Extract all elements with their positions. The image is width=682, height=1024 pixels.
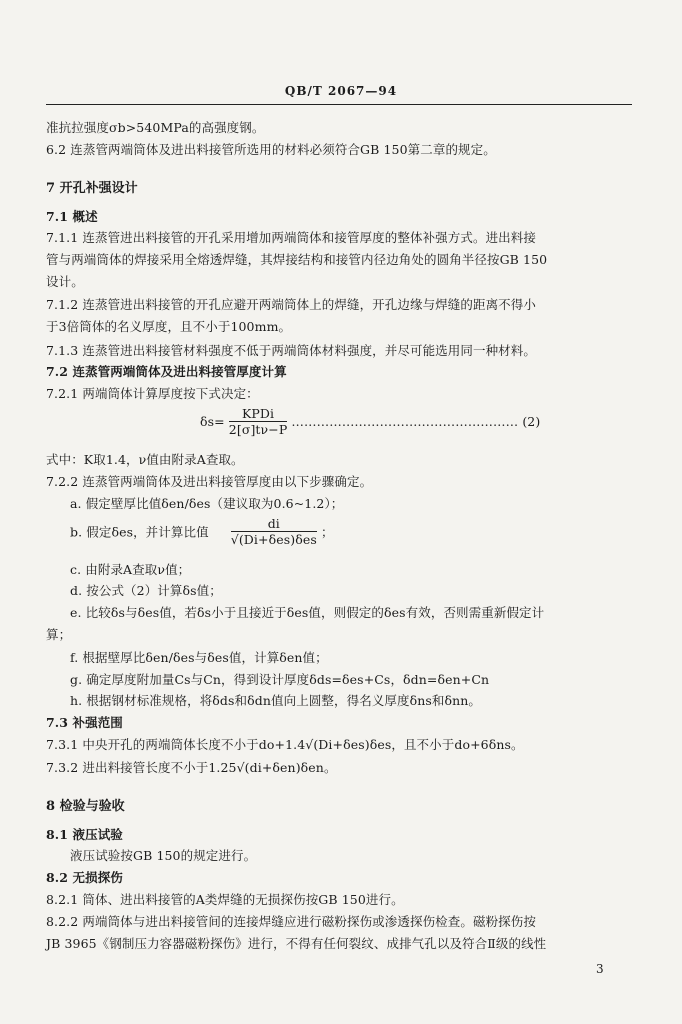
- step-b: [70, 516, 334, 547]
- step-a: a. 假定壁厚比值δen/δes（建议取为0.6~1.2）；: [70, 496, 344, 511]
- clause-7-3-heading: 7.3 补强范围: [46, 715, 123, 730]
- step-e: e. 比较δs与δes值，若δs小于且接近于δes值，则假定的δes有效，否则需重新假定计: [70, 605, 545, 620]
- clause-6-2: 6.2 连蒸管两端筒体及进出料接管所选用的材料必须符合GB 150第二章的规定。: [46, 142, 496, 157]
- text-line: 设计。: [46, 274, 84, 289]
- step-c: c. 由附录A查取ν值；: [70, 562, 191, 577]
- step-b-text: b. 假定δes，并计算比值: [70, 524, 209, 540]
- clause-8-2-2: 8.2.2 两端筒体与进出料接管间的连接焊缝应进行磁粉探伤或渗透探伤检查。磁粉探伤按: [46, 914, 536, 929]
- formula-tag: (2): [522, 414, 541, 429]
- clause-8-1-heading: 8.1 液压试验: [46, 827, 123, 842]
- step-g: g. 确定厚度附加量Cs与Cn，得到设计厚度δds=δes+Cs，δdn=δen+Cn: [70, 672, 490, 687]
- section-7-heading: 7 开孔补强设计: [46, 181, 138, 196]
- text-line: 式中：K取1.4，ν值由附录A查取。: [46, 452, 244, 467]
- clause-7-3-1: 7.3.1 中央开孔的两端筒体长度不小于do+1.4√(Di+δes)δes，且不小于do+6δns。: [46, 737, 524, 752]
- step-b-suffix: ；: [320, 524, 334, 540]
- step-b-fraction: [231, 516, 317, 547]
- formula-fraction: [229, 406, 288, 437]
- page-number: 3: [596, 962, 604, 976]
- clause-7-3-2: 7.3.2 进出料接管长度不小于1.25√(di+δen)δen。: [46, 760, 337, 775]
- text-line: 管与两端筒体的焊接采用全熔透焊缝，其焊接结构和接管内径边角处的圆角半径按GB 150: [46, 252, 548, 267]
- page-header: QB/T 2067—94: [284, 84, 398, 98]
- clause-7-1-2: 7.1.2 连蒸管进出料接管的开孔应避开两端筒体上的焊缝，开孔边缘与焊缝的距离不得小: [46, 297, 536, 312]
- clause-7-1-3: 7.1.3 连蒸管进出料接管材料强度不低于两端筒体材料强度，并尽可能选用同一种材料。: [46, 343, 536, 358]
- text-line: 于3倍筒体的名义厚度，且不小于100mm。: [46, 319, 292, 334]
- clause-8-2-heading: 8.2 无损探伤: [46, 870, 123, 885]
- step-b-denominator: √(Di+δes)δes: [230, 532, 317, 547]
- text-line: 液压试验按GB 150的规定进行。: [70, 848, 257, 863]
- section-8-heading: 8 检验与验收: [46, 799, 125, 814]
- formula-2: [200, 406, 540, 437]
- clause-7-1-1: 7.1.1 连蒸管进出料接管的开孔采用增加两端筒体和接管厚度的整体补强方式。进出料接: [46, 230, 536, 245]
- text-line: 准抗拉强度σb>540MPa的高强度钢。: [46, 120, 265, 135]
- header-rule: [46, 104, 632, 105]
- formula-lhs: δs=: [200, 414, 225, 429]
- formula-numerator: KPDi: [229, 406, 288, 422]
- clause-7-2-2: 7.2.2 连蒸管两端筒体及进出料接管厚度由以下步骤确定。: [46, 474, 373, 489]
- formula-denominator: 2[σ]tν−P: [228, 422, 288, 437]
- clause-7-2-1: 7.2.1 两端筒体计算厚度按下式决定：: [46, 386, 259, 401]
- step-h: h. 根据钢材标准规格，将δds和δdn值向上圆整，得名义厚度δns和δnn。: [70, 693, 482, 708]
- clause-7-1-heading: 7.1 概述: [46, 209, 98, 224]
- step-b-numerator: di: [231, 516, 317, 532]
- text-line: JB 3965《钢制压力容器磁粉探伤》进行，不得有任何裂纹、成排气孔以及符合Ⅱ级的线性: [46, 936, 547, 951]
- step-f: f. 根据壁厚比δen/δes与δes值，计算δen值；: [70, 650, 328, 665]
- clause-7-2-heading: 7.2 连蒸管两端筒体及进出料接管厚度计算: [46, 364, 287, 379]
- step-d: d. 按公式（2）计算δs值；: [70, 583, 222, 598]
- text-line: 算；: [46, 627, 72, 642]
- clause-8-2-1: 8.2.1 筒体、进出料接管的A类焊缝的无损探伤按GB 150进行。: [46, 892, 404, 907]
- formula-leader: ………………………………………………: [291, 414, 519, 429]
